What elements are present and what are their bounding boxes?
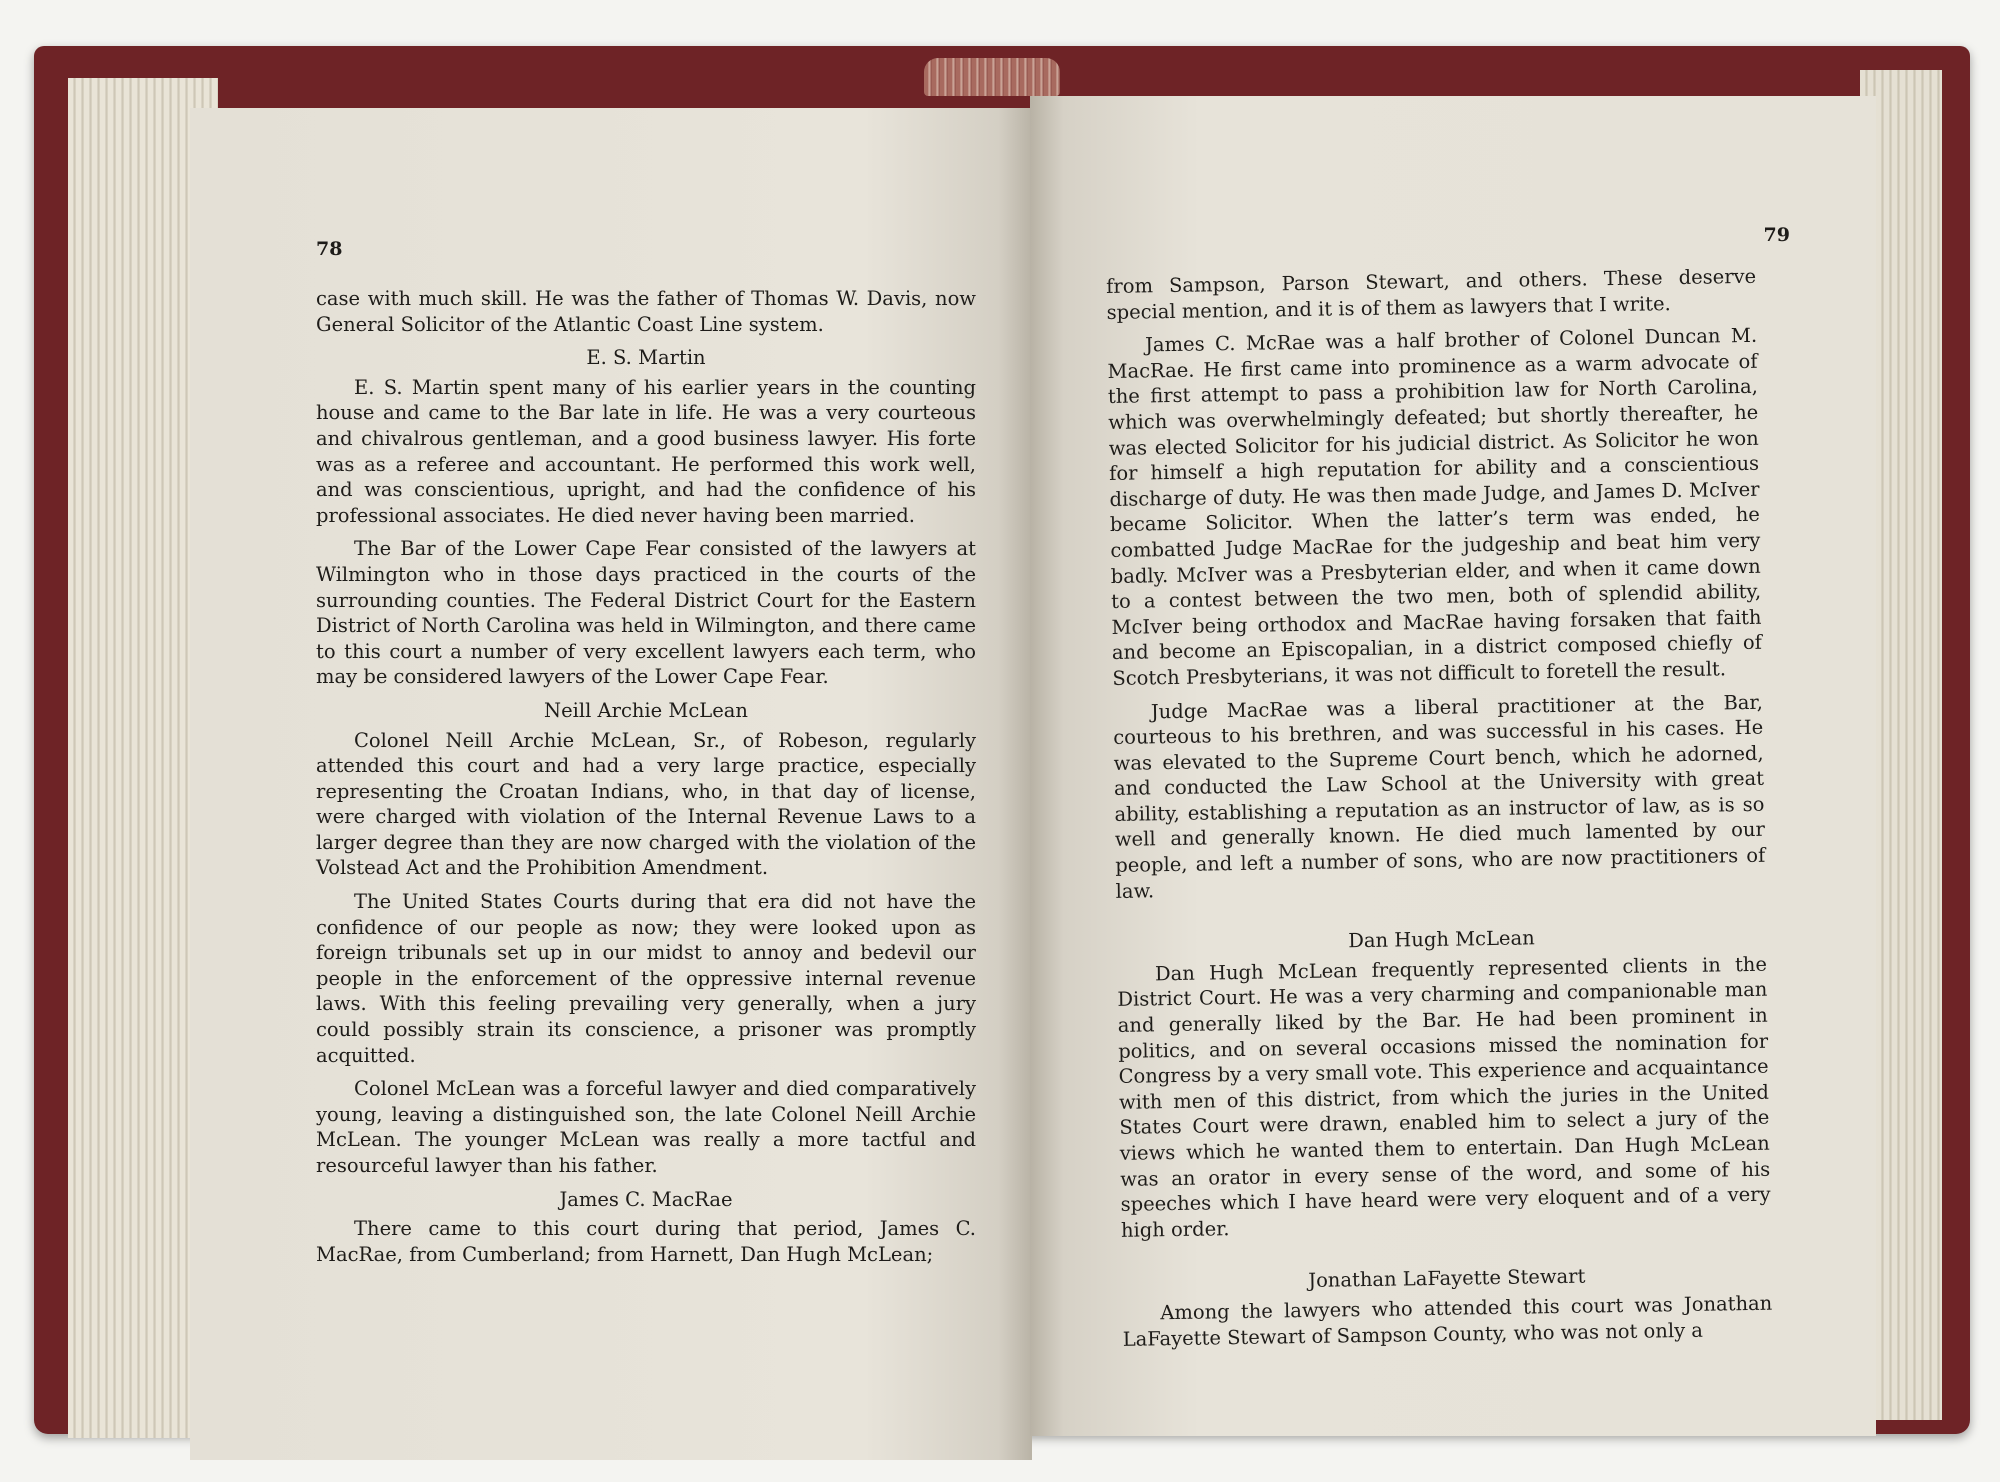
paragraph: E. S. Martin spent many of his earlier years in the counting house and came to the Bar late in life. He was a very courteous and chivalrous gentleman, and a good business lawyer. His forte was as a referee and accountant. He performed this work well, and was conscientious, upright, and had the confidence of his professional associates. He died never having been married. (316, 375, 976, 527)
paragraph: from Sampson, Parson Stewart, and others. These deserve special mention, and it is of them as lawyers that I write. (1106, 264, 1757, 324)
paragraph: case with much skill. He was the father of Thomas W. Davis, now General Solicitor of the Atlantic Coast Line system. (316, 287, 976, 336)
section-heading: James C. MacRae (559, 1187, 733, 1211)
section-heading: E. S. Martin (586, 346, 706, 370)
paragraph: Among the lawyers who attended this court was Jonathan LaFayette Stewart of Sampson County, who was not only a (1122, 1291, 1773, 1351)
left-page (190, 108, 1032, 1460)
paragraph: James C. McRae was a half brother of Colonel Duncan M. MacRae. He first came into prominence as a warm advocate of the first attempt to pass a prohibition law for North Carolina, which was overwhelmingly defeated; but shortly thereafter, he was elected Solicitor for his judicial district. As Solicitor he won for himself a high reputation for ability and a conscientious discharge of duty. He was then made Judge, and James D. McIver became Solicitor. When the latter’s term was ended, he combatted Judge MacRae for the judgeship and beat him very badly. McIver was a Presbyterian elder, and when it came down to a contest between the two men, both of splendid ability, McIver being orthodox and MacRae having forsaken that faith and become an Episcopalian, in a district composed chiefly of Scotch Presbyterians, it was not difficult to foretell the result. (1107, 323, 1763, 690)
page-text (1106, 264, 1773, 1360)
paragraph: Colonel McLean was a forceful lawyer and died comparatively young, leaving a distinguished son, the late Colonel Neill Archie McLean. The younger McLean was really a more tactful and resourceful lawyer than his father. (316, 1077, 976, 1177)
right-page (1030, 96, 1876, 1436)
section-heading: Dan Hugh McLean (1348, 926, 1535, 953)
page-number: 78 (316, 238, 343, 260)
spine-headband (924, 58, 1060, 96)
paragraph: Colonel Neill Archie McLean, Sr., of Robeson, regularly attended this court and had a very large practice, especially representing the Croatan Indians, who, in that day of license, were charged with violation of the Internal Revenue Laws to a larger degree than they are now charged with the violation of the Volstead Act and the Prohibition Amendment. (316, 728, 976, 880)
paragraph: The United States Courts during that era did not have the confidence of our people as now; they were looked upon as foreign tribunals set up in our midst to annoy and bedevil our people in the enforcement of the oppressive internal revenue laws. With this feeling prevailing very generally, when a jury could possibly strain its conscience, a prisoner was promptly acquitted. (316, 890, 976, 1067)
page-number: 79 (1763, 224, 1790, 246)
paragraph: Judge MacRae was a liberal practitioner at the Bar, courteous to his brethren, and was successful in his cases. He was elevated to the Supreme Court bench, which he adorned, and conducted the Law School at the University with great ability, establishing a reputation as an instructor of law, as is so well and generally known. He died much lamented by our people, and left a number of sons, who are now practitioners of law. (1113, 690, 1766, 903)
page-text (316, 286, 976, 1275)
paragraph: There came to this court during that period, James C. MacRae, from Cumberland; from Harnett, Dan Hugh McLean; (316, 1217, 976, 1266)
paragraph: The Bar of the Lower Cape Fear consisted of the lawyers at Wilmington who in those days practiced in the courts of the surrounding counties. The Federal District Court for the Eastern District of North Carolina was held in Wilmington, and there came to this court a number of very excellent lawyers each term, who may be considered lawyers of the Lower Cape Fear. (316, 537, 977, 689)
paragraph: Dan Hugh McLean frequently represented clients in the District Court. He was a very charming and companionable man and generally liked by the Bar. He had been prominent in politics, and on several occasions missed the nomination for Congress by a very small vote. This experience and acquaintance with men of this district, from which the juries in the United States Court were drawn, enabled him to select a jury of the views which he wanted them to entertain. Dan Hugh McLean was an orator in every sense of the word, and some of his speeches which I have heard were very eloquent and of a very high order. (1117, 952, 1771, 1242)
section-heading: Jonathan LaFayette Stewart (1308, 1264, 1586, 1293)
section-heading: Neill Archie McLean (544, 698, 748, 722)
